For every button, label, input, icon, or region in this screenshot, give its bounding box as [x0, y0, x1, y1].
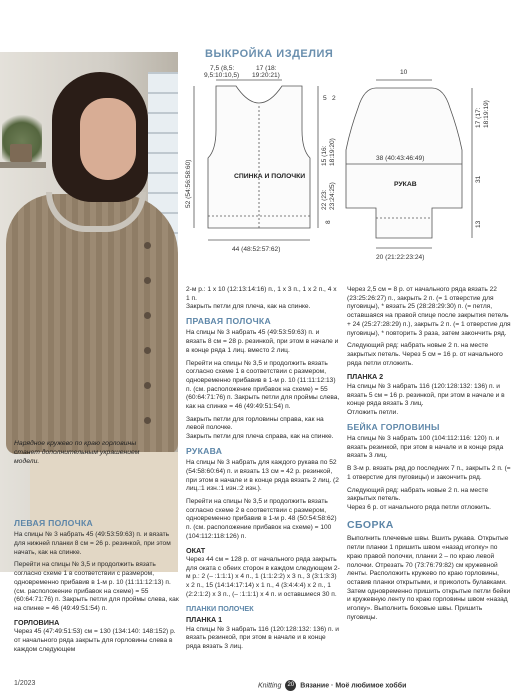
- paragraph: Через 2,5 см = 8 р. от начального ряда вязать 22 (23:25:26:27) п., закрыть 2 п. (= 1 отверстие для пуговицы), * вязать 25 (28:28:29:30) п. (= петля, оставшаяся на правой спице после закрытия петель + 24 (25:27:28:29) п.), закрыть 2 п. (= 1 отверстие для пуговицы), * повторить 3 раза, затем закончить ряд.: [347, 286, 511, 337]
- heading-front-bands: ПЛАНКИ ПОЛОЧЕК: [186, 603, 254, 613]
- footer-brand: [258, 680, 406, 691]
- text: Отложить петли.: [347, 408, 399, 416]
- paragraph: Перейти на спицы № 3,5 и продолжить вязать согласно схеме 2 в соответствии с размером, одновременно прибавив в 1-м р. 48 (50:54:58:62) п. (см. расположение прибавок на схеме) = 100 (104:112:118:126) п.: [186, 498, 337, 540]
- dim-sleeve-width: 38 (40:43:46:49): [376, 155, 425, 162]
- paragraph: Следующий ряд: набрать новые 2 п. на месте закрытых петель. Через 5 см = 16 р. от начального ряда петли отложить.: [347, 342, 503, 367]
- paragraph: На спицы № 3 набрать для каждого рукава по 52 (54:58:60:64) п. и вязать 13 см = 42 р. резинкой, при этом в начале и в конце ряда вязать 2 лиц. (2 лиц.:1 изн.:1 изн.:2 изн.).: [186, 459, 339, 493]
- dim-height: 52 (54:56:58:60): [185, 159, 192, 208]
- paragraph: На спицы № 3 набрать 100 (104:112:116: 120) п. и вязать резинкой, при этом в начале и в конце ряда вязать 3 лиц.: [347, 434, 504, 460]
- dim-neck: 17 (18:: [256, 65, 277, 72]
- heading-neckline: ГОРЛОВИНА: [14, 617, 60, 627]
- pattern-schematic: [180, 58, 516, 263]
- label-sleeve: РУКАВ: [394, 181, 417, 188]
- paragraph: Выполнить плечевые швы. Вшить рукава. Открытые петли планки 1 пришить швом «назад иголку» по краю правой полочки, планки 2 – по краю левой полочки. Отрезать 70 (73:76:79:82) см кружевной ленты. Расположить кружево по краю горловины, оставив планки открытыми, и приколоть булавками. Затем одновременно пришить открытые петли бейки и кружевную ленту по краю горловины швом «назад иголку». Выполнить боковые швы. Пришить пуговицы.: [347, 535, 511, 621]
- photo-caption: Нарядное кружево по краю горловины станет дополнительным украшением модели.: [14, 440, 140, 465]
- column-left: [14, 516, 179, 658]
- dim-sleeve-cap: 17 (17:: [475, 107, 482, 128]
- heading-sleeves: РУКАВА: [186, 445, 223, 456]
- dim-width: 44 (48:52:57:62): [232, 246, 281, 253]
- dim-shoulder: 7,5 (8,5:: [210, 65, 235, 72]
- heading-sleeve-cap: ОКАТ: [186, 545, 206, 555]
- dim-sleeve-top: 10: [400, 69, 408, 76]
- tagline: Вязание · Моё любимое хобби: [300, 682, 407, 690]
- paragraph: [186, 416, 340, 442]
- paragraph: Через 44 см = 128 р. от начального ряда закрыть для оката с обеих сторон в каждом следующем 2-м р.: 2 (– :1:1:1) х 4 п., 1 (1:1:2:2) х 3 п., 3 (3:1:3:3) х 2 п., 15 (14:14:17:14) х 1 п., 4 (3:4:4:4) х 2 п., 1 (2:2:1:2) х 3 п., (– :1:1:1) х 4 п. и оставшиеся 30 п.: [186, 556, 340, 598]
- paragraph: Перейти на спицы № 3,5 и продолжить вязать согласно схеме 1 в соответствии с размером, одновременно прибавив в 1-м р. 10 (11:11:12:13) п. (см. расположение прибавок на схеме) = 55 (60:64:71:76) п. Закрыть петли для проймы слева, как на спинке = 46 (49:49:51:54) п.: [186, 359, 340, 411]
- text: На спицы № 3 набрать 116 (120:128:132: 136) п. и вязать 5 см = 16 р. резинкой, при этом в начале и в конце ряда вязать 3 лиц.: [347, 382, 505, 408]
- text: Закрыть петли для плеча справа, как на спинке.: [186, 433, 334, 441]
- paragraph: [186, 286, 340, 312]
- text: 2-м р.: 1 х 10 (12:13:14:16) п., 1 х 3 п., 1 х 2 п., 4 х 1 п.: [186, 286, 337, 302]
- dim-cuff-width: 20 (21:22:23:24): [376, 254, 425, 261]
- text: Закрыть петли для плеча, как на спинке.: [186, 303, 311, 311]
- page-number: 20: [285, 680, 296, 691]
- heading-band-2: ПЛАНКА 2: [347, 372, 384, 382]
- heading-right-front: ПРАВАЯ ПОЛОЧКА: [186, 316, 271, 327]
- dim-armhole: 15 (16:: [321, 145, 328, 166]
- text: Закрыть петли для горловины справа, как на левой полочке.: [186, 415, 324, 432]
- column-right: [347, 286, 512, 627]
- dim-neck-2: 19:20:21): [252, 72, 280, 79]
- dim-body-2: 23:24:25): [329, 182, 336, 210]
- dim-body: 22 (23:: [321, 189, 328, 210]
- label-back-fronts: СПИНКА И ПОЛОЧКИ: [234, 173, 306, 180]
- paragraph: В 3-м р. вязать ряд до последних 7 п., закрыть 2 п. (= 1 отверстие для пуговицы) и закончить ряд.: [347, 465, 511, 481]
- heading-neck-band: БЕЙКА ГОРЛОВИНЫ: [347, 421, 440, 432]
- text: Следующий ряд: набрать новые 2 п. на месте закрытых петель.: [347, 486, 489, 503]
- dim-top-5: 5: [323, 95, 327, 102]
- paragraph: На спицы № 3 набрать 45 (49:53:59:63) п. и вязать 8 см = 28 р. резинкой, при этом в начале и в конце ряда 1 лиц. вместо 2 лиц.: [186, 329, 339, 354]
- magazine-name: Knitting: [258, 682, 282, 690]
- schema-title: ВЫКРОЙКА ИЗДЕЛИЯ: [205, 48, 334, 60]
- paragraph: Перейти на спицы № 3,5 и продолжить вязать согласно схеме 1 в соответствии с размером, одновременно прибавив в 1-м р. 10 (11:11:12:13) п. (см. расположение прибавок на схеме) = 55 (60:64:71:76) п. Закрыть петли для проймы слева, как на спинке = 46 (49:49:51:54) п.: [14, 561, 179, 612]
- paragraph: На спицы № 3 набрать 116 (120:128:132: 136) п. и вязать резинкой, при этом в начале и в конце ряда вязать 3 лиц.: [186, 625, 339, 650]
- dim-rib: 8: [325, 220, 332, 224]
- paragraph: [347, 383, 512, 418]
- heading-band-1: ПЛАНКА 1: [186, 615, 223, 625]
- column-middle: [186, 286, 340, 656]
- issue-number: 1/2023: [14, 680, 36, 687]
- dim-sleeve-cap-2: 18:19:19): [483, 100, 490, 128]
- model-photo: [0, 52, 178, 572]
- paragraph: [347, 487, 512, 513]
- dim-sleeve-len: 31: [475, 175, 482, 183]
- dim-shoulder-2: 9,5:10:10,5): [204, 72, 240, 79]
- paragraph: На спицы № 3 набрать 45 (49:53:59:63) п. и вязать для нижней планки 8 см = 26 р. резинкой, при этом начать, как на спинке.: [14, 531, 171, 556]
- dim-cuff: 13: [475, 220, 482, 228]
- text: Через 6 р. от начального ряда петли отложить.: [347, 503, 491, 511]
- dim-armhole-2: 18:19:20): [329, 138, 336, 166]
- dim-top-2: 2: [332, 95, 336, 102]
- heading-assembly: СБОРКА: [347, 518, 394, 531]
- paragraph: Через 45 (47:49:51:53) см = 130 (134:140: 148:152) р. от начального ряда закрыть для горловины слева в каждом следующем: [14, 628, 176, 653]
- heading-left-front: ЛЕВАЯ ПОЛОЧКА: [14, 518, 94, 528]
